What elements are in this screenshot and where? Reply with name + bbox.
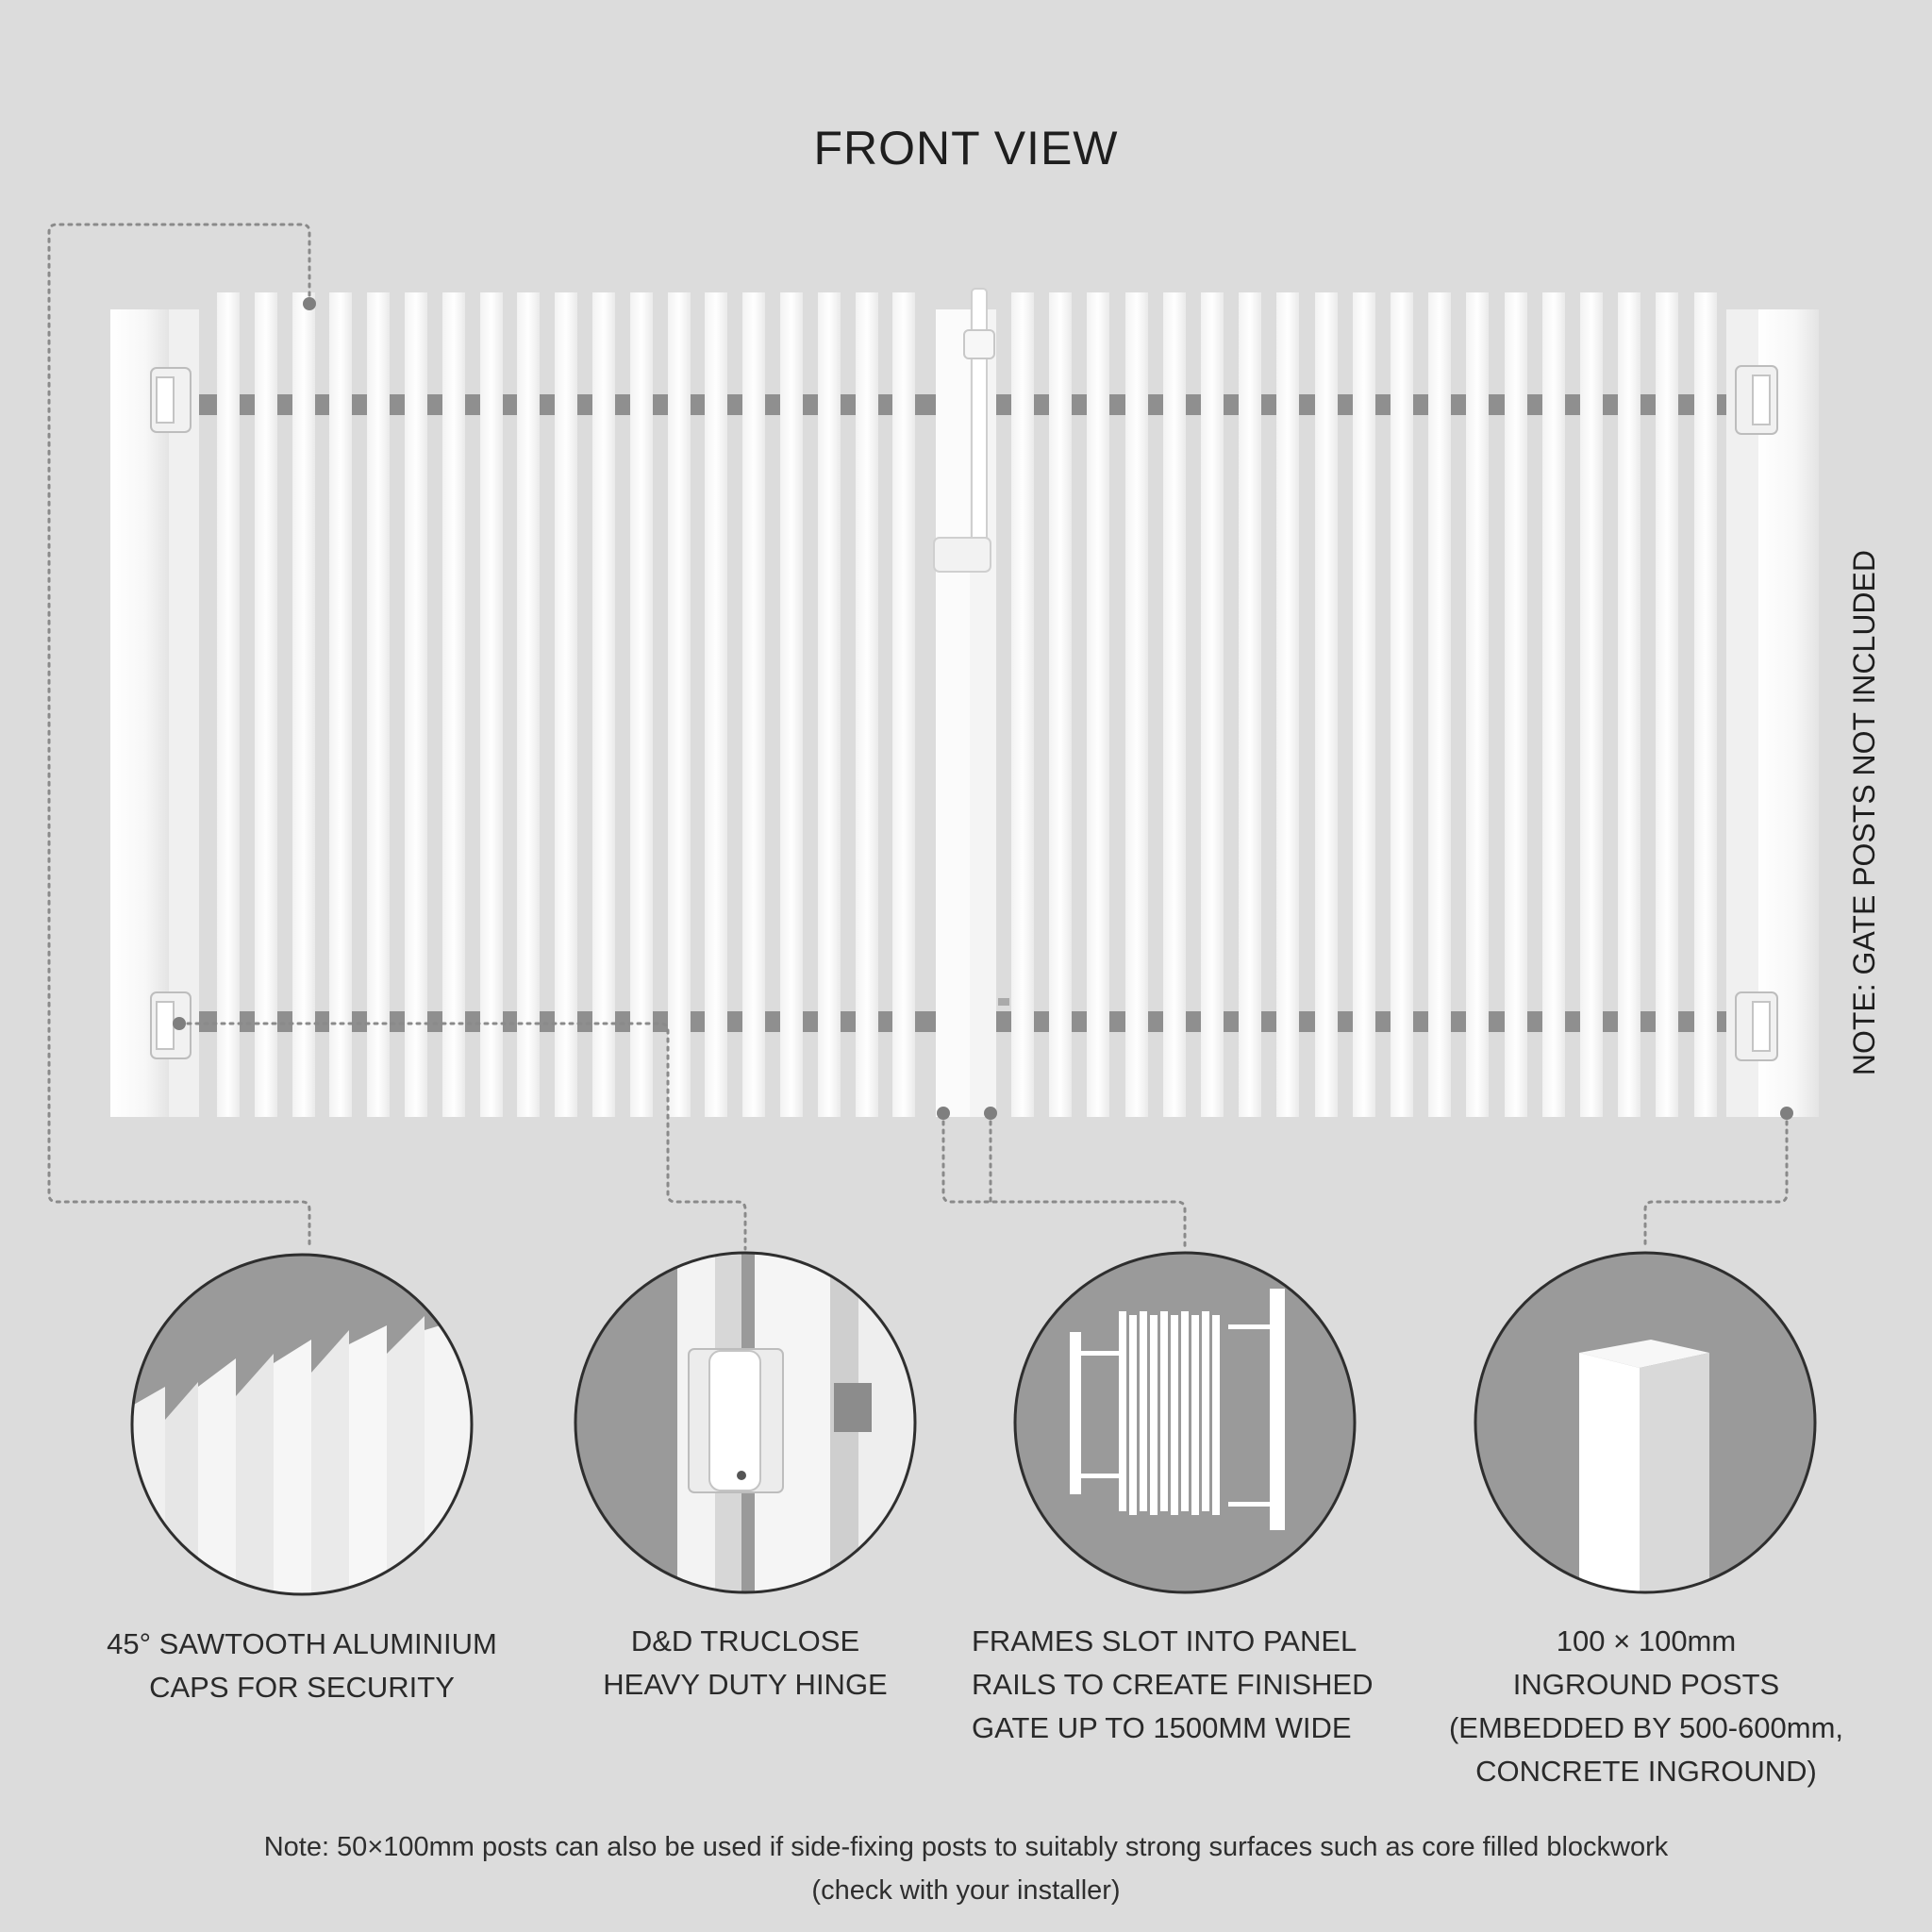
hinge-top-left bbox=[151, 368, 191, 432]
caption-line: (EMBEDDED BY 500-600mm, bbox=[1448, 1711, 1844, 1744]
gate-slat bbox=[1505, 292, 1527, 1117]
frame-detail-slat bbox=[1212, 1315, 1220, 1515]
gate-slat bbox=[1542, 292, 1565, 1117]
gate-slat bbox=[1276, 292, 1299, 1117]
hinge-bottom-right bbox=[1736, 992, 1777, 1060]
detail-frames bbox=[1015, 1253, 1355, 1592]
caption-line: HEAVY DUTY HINGE bbox=[603, 1668, 888, 1701]
detail-inground-post bbox=[1475, 1253, 1815, 1604]
gate-slat bbox=[1428, 292, 1451, 1117]
caption-line: 45° SAWTOOTH ALUMINIUM bbox=[107, 1627, 497, 1660]
gate-slat bbox=[1656, 292, 1678, 1117]
gate-slat bbox=[1049, 292, 1072, 1117]
gate-slat bbox=[630, 292, 653, 1117]
caption-sawtooth bbox=[57, 1623, 547, 1709]
gate-slat bbox=[367, 292, 390, 1117]
gate-slat bbox=[668, 292, 691, 1117]
gate-slat bbox=[705, 292, 727, 1117]
caption-line: GATE UP TO 1500MM WIDE bbox=[972, 1711, 1352, 1744]
gate-slat bbox=[517, 292, 540, 1117]
gate-slat bbox=[1011, 292, 1034, 1117]
caption-line: CONCRETE INGROUND) bbox=[1475, 1755, 1817, 1788]
gate-slat bbox=[442, 292, 465, 1117]
gate-slat bbox=[592, 292, 615, 1117]
frame-detail-slat bbox=[1119, 1311, 1126, 1511]
leader-frames-a bbox=[943, 1113, 1185, 1249]
frame-detail-slat bbox=[1160, 1311, 1168, 1511]
detail-hinge bbox=[575, 1245, 915, 1604]
gate-slat bbox=[292, 292, 315, 1117]
gate-slat bbox=[1087, 292, 1109, 1117]
gate-slat bbox=[1353, 292, 1375, 1117]
gate-slat bbox=[1125, 292, 1148, 1117]
frame-detail-slat bbox=[1191, 1315, 1199, 1515]
side-note: NOTE: GATE POSTS NOT INCLUDED bbox=[1847, 550, 1881, 1076]
gate-slat bbox=[480, 292, 503, 1117]
footnote bbox=[0, 1825, 1932, 1912]
gate-slat bbox=[1163, 292, 1186, 1117]
gate-slat bbox=[555, 292, 577, 1117]
gate-slat bbox=[217, 292, 240, 1117]
gate-slat bbox=[1239, 292, 1261, 1117]
gate-slat bbox=[1466, 292, 1489, 1117]
frame-detail-slat bbox=[1150, 1315, 1158, 1515]
caption-frames bbox=[972, 1620, 1396, 1750]
gate-slat bbox=[742, 292, 765, 1117]
gate-slat bbox=[1201, 292, 1224, 1117]
footnote-line-2: (check with your installer) bbox=[811, 1875, 1121, 1906]
caption-line: CAPS FOR SECURITY bbox=[149, 1671, 455, 1704]
frame-detail-slat bbox=[1202, 1311, 1209, 1511]
frame-detail-slat bbox=[1140, 1311, 1147, 1511]
caption-line: INGROUND POSTS bbox=[1512, 1668, 1780, 1701]
gate-slat bbox=[856, 292, 878, 1117]
frame-detail-slat bbox=[1129, 1315, 1137, 1515]
caption-line: RAILS TO CREATE FINISHED bbox=[972, 1668, 1374, 1701]
frame-detail-slat bbox=[1181, 1311, 1189, 1511]
gate-slat bbox=[780, 292, 803, 1117]
gate-slat bbox=[1580, 292, 1603, 1117]
gate-slat bbox=[329, 292, 352, 1117]
footnote-line-1: Note: 50×100mm posts can also be used if side-fixing posts to suitably strong surfaces such as core filled blockwork bbox=[263, 1832, 1669, 1862]
gate-slat bbox=[1694, 292, 1717, 1117]
caption-line: 100 × 100mm bbox=[1556, 1624, 1737, 1657]
gate-slat bbox=[892, 292, 915, 1117]
caption-line: FRAMES SLOT INTO PANEL bbox=[972, 1624, 1357, 1657]
caption-line: D&D TRUCLOSE bbox=[630, 1624, 860, 1657]
gate-slat bbox=[255, 292, 277, 1117]
page-title: FRONT VIEW bbox=[813, 122, 1119, 175]
detail-sawtooth-caps bbox=[132, 1255, 472, 1604]
gate-slat bbox=[1618, 292, 1641, 1117]
gate-slat bbox=[1315, 292, 1338, 1117]
gate-slat bbox=[405, 292, 427, 1117]
hinge-top-right bbox=[1736, 366, 1777, 434]
caption-inground-post bbox=[1415, 1620, 1877, 1793]
gate-slat bbox=[1391, 292, 1413, 1117]
caption-hinge bbox=[528, 1620, 962, 1707]
frame-detail-slat bbox=[1171, 1315, 1178, 1515]
leader-post bbox=[1645, 1113, 1787, 1249]
gate-slat bbox=[818, 292, 841, 1117]
